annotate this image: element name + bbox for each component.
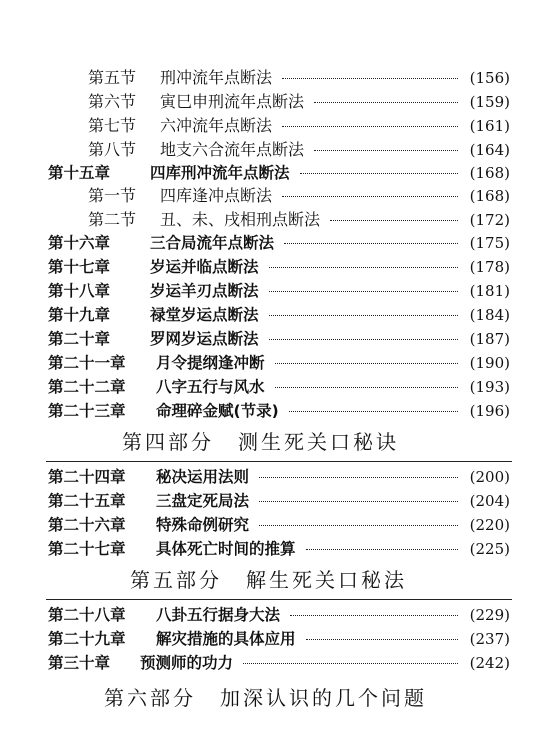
- dot-leader: [269, 267, 458, 268]
- entry-title: 三盘定死局法: [156, 492, 250, 510]
- entry-page-number: (164): [469, 141, 510, 159]
- toc-entry-section[interactable]: [88, 91, 510, 113]
- entry-label: 第二十八章: [48, 606, 126, 624]
- entry-title: 命理碎金赋(节录): [156, 402, 279, 420]
- entry-title: 三合局流年点断法: [150, 234, 275, 252]
- dot-leader: [259, 477, 458, 478]
- toc-entry-section[interactable]: [88, 209, 510, 231]
- entry-label: 第二十一章: [48, 354, 126, 372]
- entry-label: 第三十章: [48, 654, 111, 672]
- entry-title: 丑、未、戌相刑点断法: [160, 210, 321, 229]
- entry-page-number: (196): [469, 402, 510, 420]
- dot-leader: [269, 291, 458, 292]
- entry-label: 第五节: [88, 68, 137, 87]
- dot-leader: [269, 339, 458, 340]
- toc-entry-section[interactable]: [88, 115, 510, 137]
- entry-title: 八卦五行据身大法: [156, 606, 281, 624]
- entry-label: 第十九章: [48, 306, 111, 324]
- toc-entry-chapter[interactable]: [48, 538, 510, 560]
- entry-page-number: (204): [469, 492, 510, 510]
- entry-label: 第二十六章: [48, 516, 126, 534]
- dot-leader: [282, 126, 458, 127]
- toc-entry-chapter[interactable]: [48, 328, 510, 350]
- part-title: 加深认识的几个问题: [220, 686, 427, 710]
- dot-leader: [330, 220, 458, 221]
- dot-leader: [306, 549, 458, 550]
- toc-entry-chapter[interactable]: [48, 376, 510, 398]
- entry-title: 寅巳申刑流年点断法: [160, 92, 305, 111]
- toc-entry-section[interactable]: [88, 139, 510, 161]
- entry-title: 秘决运用法则: [156, 468, 250, 486]
- entry-page-number: (181): [469, 282, 510, 300]
- entry-title: 岁运并临点断法: [150, 258, 259, 276]
- entry-page-number: (237): [469, 630, 510, 648]
- part-heading: [130, 566, 407, 594]
- entry-page-number: (193): [469, 378, 510, 396]
- entry-title: 四库逢冲点断法: [160, 186, 273, 205]
- entry-page-number: (168): [469, 164, 510, 182]
- entry-title: 地支六合流年点断法: [160, 140, 305, 159]
- part-title: 测生死关口秘诀: [238, 430, 399, 454]
- part-title: 解生死关口秘法: [246, 568, 407, 592]
- entry-label: 第二十五章: [48, 492, 126, 510]
- entry-page-number: (190): [469, 354, 510, 372]
- section-divider: [46, 461, 512, 462]
- toc-entry-chapter[interactable]: [48, 652, 510, 674]
- entry-title: 刑冲流年点断法: [160, 68, 273, 87]
- entry-title: 六冲流年点断法: [160, 116, 273, 135]
- toc-entry-chapter[interactable]: [48, 280, 510, 302]
- entry-label: 第十五章: [48, 164, 111, 182]
- part-number: 第六部分: [104, 686, 196, 710]
- dot-leader: [314, 102, 458, 103]
- dot-leader: [290, 615, 458, 616]
- entry-page-number: (187): [469, 330, 510, 348]
- entry-page-number: (168): [469, 187, 510, 205]
- entry-label: 第二十章: [48, 330, 111, 348]
- entry-label: 第一节: [88, 186, 137, 205]
- entry-title: 解灾措施的具体应用: [156, 630, 296, 648]
- dot-leader: [275, 363, 458, 364]
- part-number: 第五部分: [130, 568, 222, 592]
- entry-page-number: (229): [469, 606, 510, 624]
- toc-entry-chapter[interactable]: [48, 162, 510, 184]
- entry-page-number: (184): [469, 306, 510, 324]
- entry-page-number: (156): [469, 69, 510, 87]
- entry-label: 第二十九章: [48, 630, 126, 648]
- entry-title: 岁运羊刃点断法: [150, 282, 259, 300]
- entry-title: 特殊命例研究: [156, 516, 250, 534]
- dot-leader: [275, 387, 458, 388]
- entry-title: 八字五行与风水: [156, 378, 265, 396]
- dot-leader: [269, 315, 458, 316]
- entry-title: 禄堂岁运点断法: [150, 306, 259, 324]
- entry-label: 第二十二章: [48, 378, 126, 396]
- dot-leader: [282, 78, 458, 79]
- toc-entry-chapter[interactable]: [48, 232, 510, 254]
- toc-entry-section[interactable]: [88, 67, 510, 89]
- entry-title: 罗网岁运点断法: [150, 330, 259, 348]
- dot-leader: [259, 525, 458, 526]
- dot-leader: [284, 243, 458, 244]
- entry-title: 预测师的功力: [140, 654, 234, 672]
- entry-label: 第十六章: [48, 234, 111, 252]
- entry-label: 第二十四章: [48, 468, 126, 486]
- toc-entry-chapter[interactable]: [48, 352, 510, 374]
- toc-entry-chapter[interactable]: [48, 466, 510, 488]
- dot-leader: [306, 639, 458, 640]
- part-heading: [104, 684, 427, 712]
- entry-title: 四库刑冲流年点断法: [150, 164, 290, 182]
- dot-leader: [300, 173, 458, 174]
- dot-leader: [289, 411, 458, 412]
- entry-label: 第八节: [88, 140, 137, 159]
- toc-entry-chapter[interactable]: [48, 514, 510, 536]
- toc-entry-chapter[interactable]: [48, 304, 510, 326]
- toc-entry-chapter[interactable]: [48, 490, 510, 512]
- entry-title: 月令提纲逢冲断: [156, 354, 265, 372]
- part-number: 第四部分: [122, 430, 214, 454]
- entry-page-number: (161): [469, 117, 510, 135]
- entry-page-number: (178): [469, 258, 510, 276]
- dot-leader: [314, 150, 458, 151]
- toc-entry-chapter[interactable]: [48, 256, 510, 278]
- toc-entry-section[interactable]: [88, 185, 510, 207]
- entry-page-number: (225): [469, 540, 510, 558]
- entry-label: 第十八章: [48, 282, 111, 300]
- entry-page-number: (172): [469, 211, 510, 229]
- entry-page-number: (159): [469, 93, 510, 111]
- entry-label: 第六节: [88, 92, 137, 111]
- dot-leader: [243, 663, 458, 664]
- toc-entry-chapter[interactable]: [48, 628, 510, 650]
- entry-label: 第十七章: [48, 258, 111, 276]
- entry-label: 第二节: [88, 210, 137, 229]
- entry-page-number: (175): [469, 234, 510, 252]
- toc-entry-chapter[interactable]: [48, 604, 510, 626]
- entry-label: 第二十七章: [48, 540, 126, 558]
- entry-page-number: (242): [469, 654, 510, 672]
- part-heading: [122, 428, 399, 456]
- entry-label: 第七节: [88, 116, 137, 135]
- section-divider: [46, 599, 512, 600]
- dot-leader: [259, 501, 458, 502]
- entry-page-number: (200): [469, 468, 510, 486]
- dot-leader: [282, 196, 458, 197]
- toc-entry-chapter[interactable]: [48, 400, 510, 422]
- entry-title: 具体死亡时间的推算: [156, 540, 296, 558]
- entry-label: 第二十三章: [48, 402, 126, 420]
- entry-page-number: (220): [469, 516, 510, 534]
